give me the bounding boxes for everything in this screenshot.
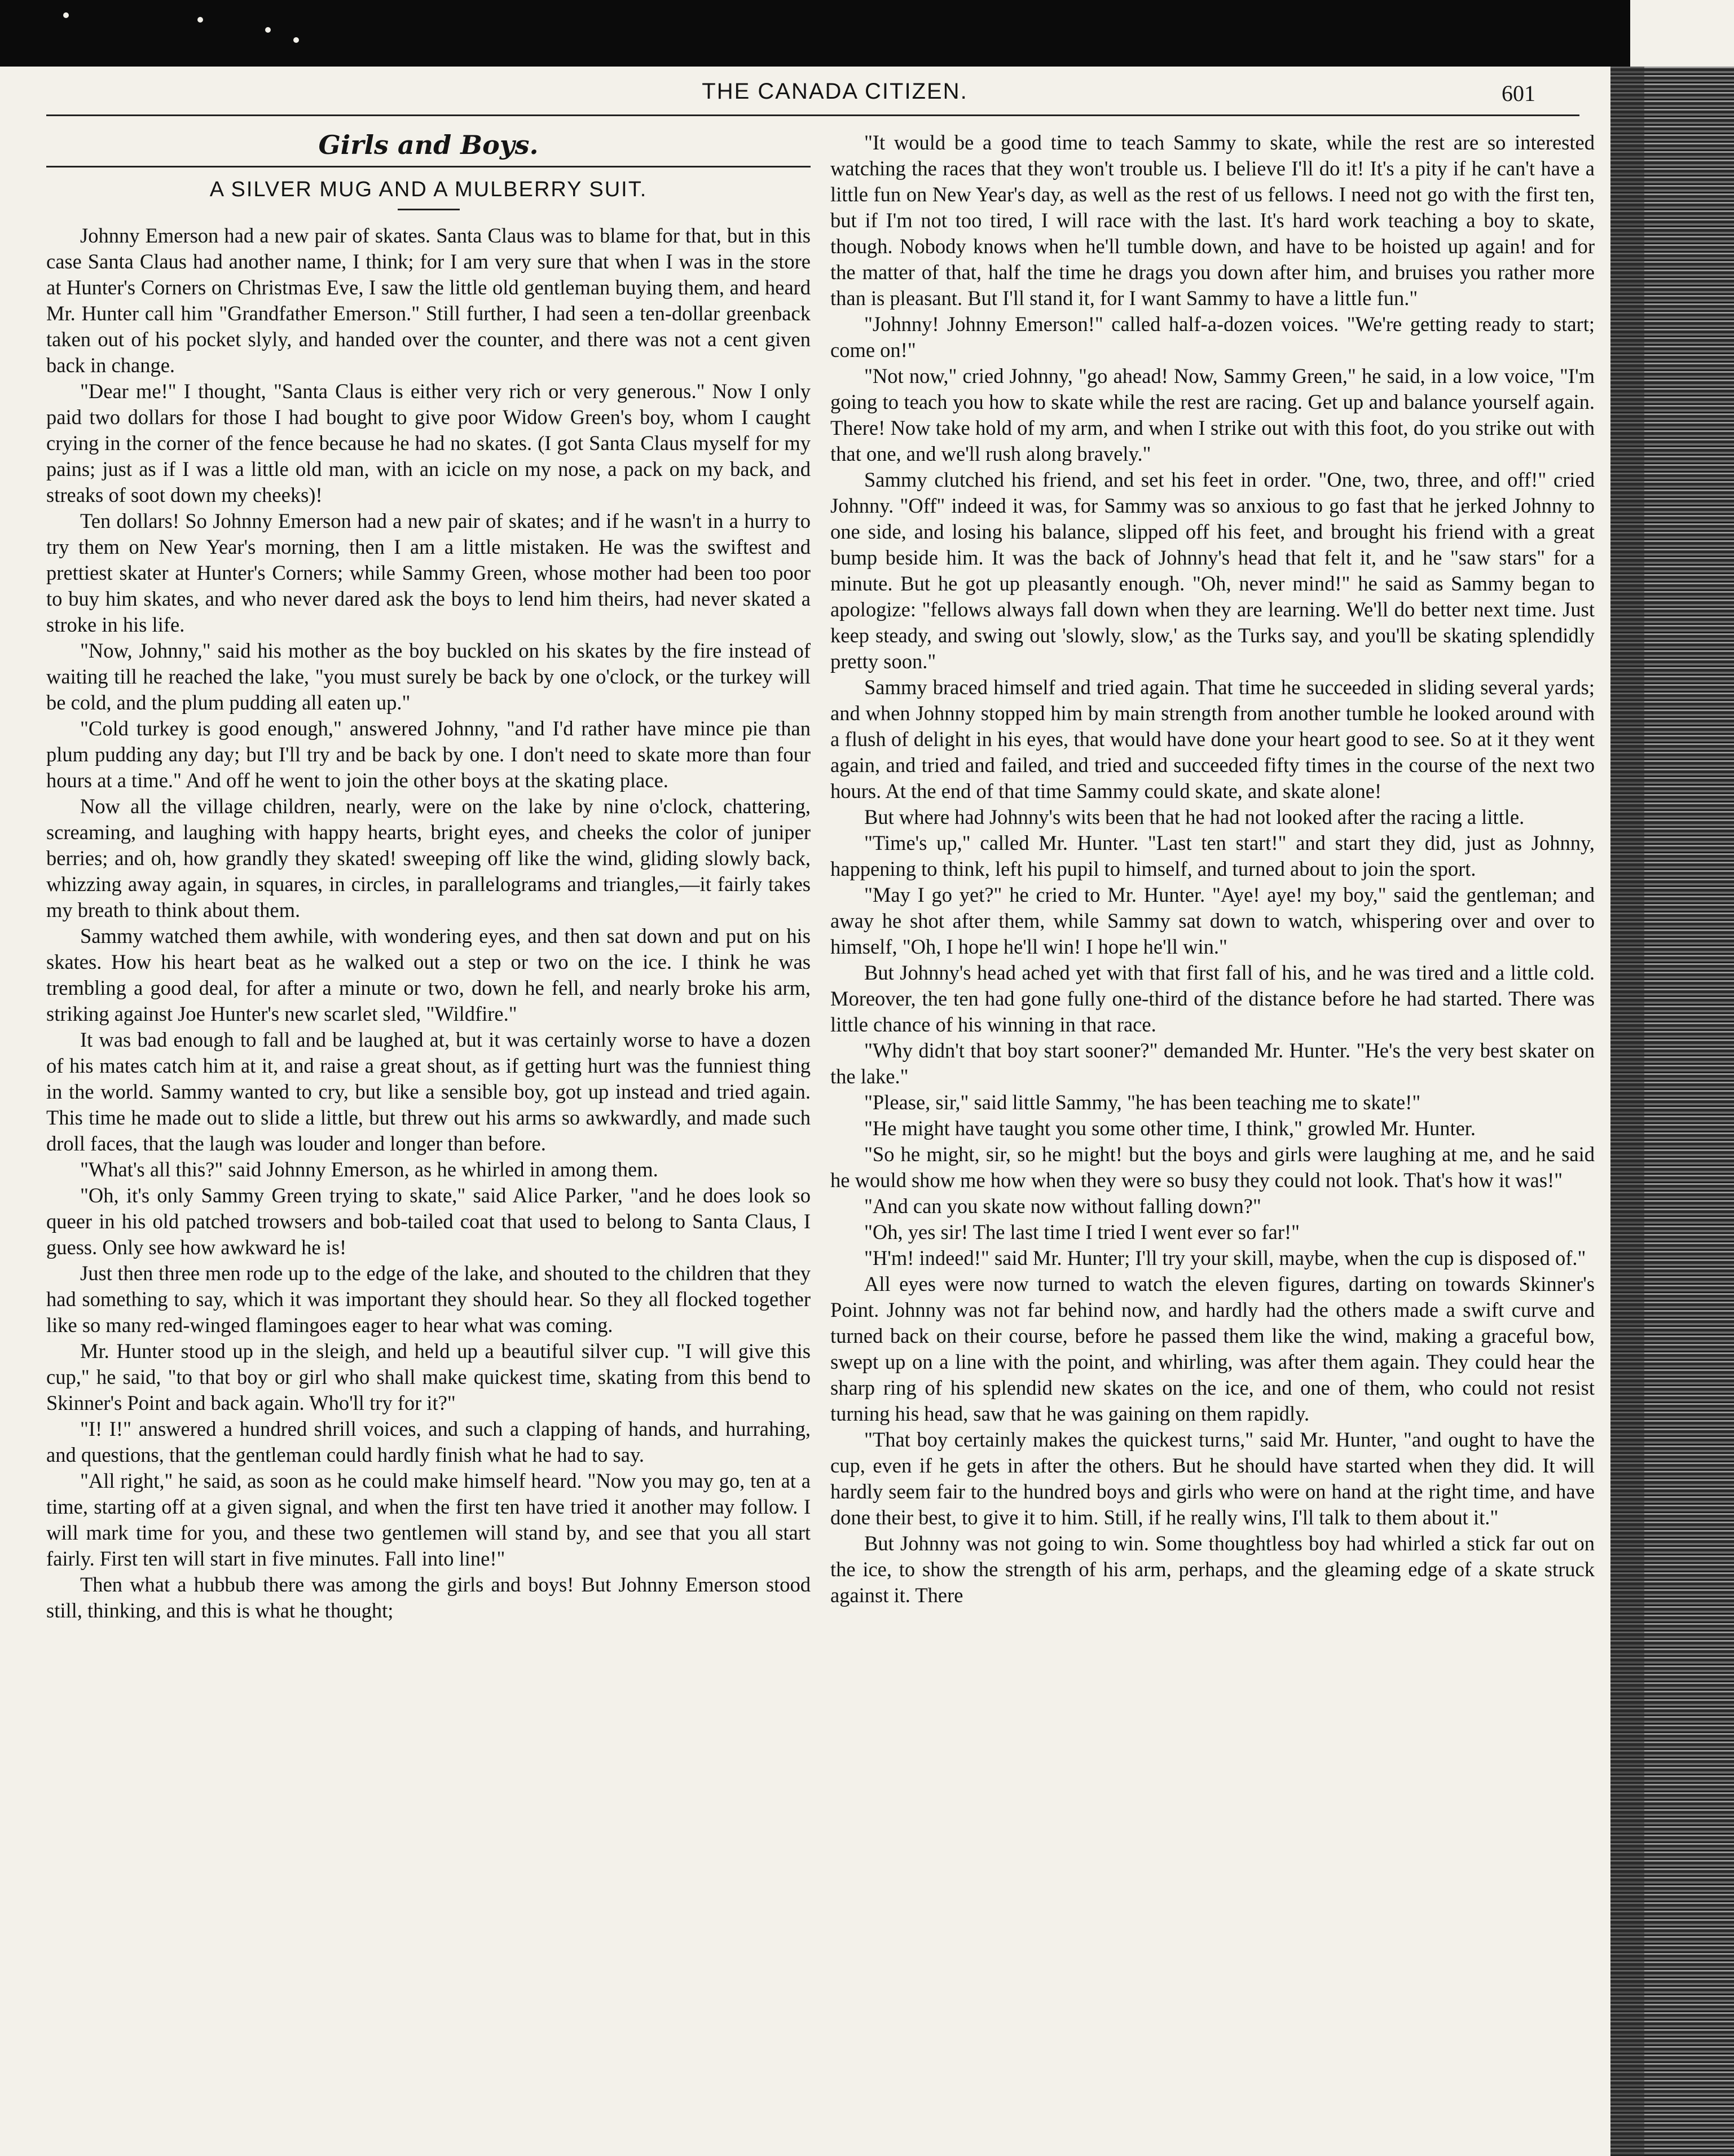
paragraph: Mr. Hunter stood up in the sleigh, and held up a beautiful silver cup. "I will give this cup," he said, "to that boy or girl who shall make quickest time, skating from this bend to Skinner's Point and back again. Who'll try for it?" <box>46 1339 811 1414</box>
paragraph: "And can you skate now without falling down?" <box>864 1194 1261 1218</box>
paragraph: Just then three men rode up to the edge of the lake, and shouted to the children that they had something to say, which it was important they should hear. So they all flocked together like so many red-winged flamingoes eager to hear what was coming. <box>46 1262 811 1337</box>
paragraph: "All right," he said, as soon as he could make himself heard. "Now you may go, ten at a time, starting off at a given signal, and when the first ten have tried it another may follow. I will mark time for you, and these two gentlemen will stand by, and see that you all start fairly. First ten will start in five minutes. Fall into line!" <box>46 1469 811 1570</box>
paragraph: "So he might, sir, so he might! but the boys and girls were laughing at me, and he said he would show me how when they were so busy they could not look. That's how it was!" <box>830 1143 1595 1192</box>
paragraph: All eyes were now turned to watch the eleven figures, darting on towards Skinner's Point. Johnny was not far behind now, and hardly had the others made a swift curve and turned back on their course, before he passed them like the wind, making a graceful bow, swept up on a line with the point, and whirling, was after them again. They could hear the sharp ring of his splendid new skates on the ice, and one of them, who could not resist turning his head, saw that he was gaining on them rapidly. <box>830 1272 1595 1425</box>
scan-binding-shadow <box>1610 67 1644 2156</box>
paragraph: But Johnny was not going to win. Some thoughtless boy had whirled a stick far out on the ice, to show the strength of his arm, perhaps, and the gleaming edge of a skate struck against it. There <box>830 1532 1595 1607</box>
scan-speck <box>197 17 203 23</box>
paragraph: "Dear me!" I thought, "Santa Claus is either very rich or very generous." Now I only paid two dollars for those I had bought to give poor Widow Green's boy, whom I caught crying in the corner of the fence because he had no skates. (I got Santa Claus myself for my pains; just as if I was a little old man, with an icicle on my nose, a pack on my back, and streaks of soot down my cheeks)! <box>46 380 811 506</box>
scan-speck <box>63 12 69 18</box>
scan-speck <box>293 37 299 43</box>
paragraph: "I! I!" answered a hundred shrill voices, and such a clapping of hands, and hurrahing, and questions, that the gentleman could hardly finish what he had to say. <box>46 1417 811 1466</box>
paragraph: Johnny Emerson had a new pair of skates. Santa Claus was to blame for that, but in this case Santa Claus had another name, I think; for I am very sure that when I was in the store at Hunter's Corners on Christmas Eve, I saw the little old gentleman buying them, and heard Mr. Hunter call him "Grandfather Emerson." Still further, I had seen a ten-dollar greenback taken out of his pocket slyly, and handed over the counter, and there was not a cent given back in change. <box>46 224 811 377</box>
paragraph: "H'm! indeed!" said Mr. Hunter; I'll try your skill, maybe, when the cup is disposed of." <box>864 1246 1586 1269</box>
publication-title: THE CANADA CITIZEN. <box>702 79 968 104</box>
title-rule <box>398 209 460 210</box>
paragraph: It was bad enough to fall and be laughed at, but it was certainly worse to have a dozen of his mates catch him at it, and raise a great shout, as if getting hurt was the funniest thing in the world. Sammy wanted to cry, but like a sensible boy, got up instead and tried again. This time he made out to slide a little, but threw out his arms so awkwardly, and made such droll faces, that the laugh was louder and longer than before. <box>46 1028 811 1155</box>
paragraph: "Not now," cried Johnny, "go ahead! Now, Sammy Green," he said, in a low voice, "I'm going to teach you how to skate while the rest are racing. Get up and balance yourself again. There! Now take hold of my arm, and when I strike out with this foot, do you strike out with that one, and we'll rush along bravely." <box>830 364 1595 465</box>
paragraph: Then what a hubbub there was among the girls and boys! But Johnny Emerson stood still, thinking, and this is what he thought; <box>46 1573 811 1622</box>
paragraph: "Oh, it's only Sammy Green trying to skate," said Alice Parker, "and he does look so queer in his old patched trowsers and bob-tailed coat that used to belong to Santa Claus, I guess. Only see how awkward he is! <box>46 1184 811 1259</box>
paragraph: "Cold turkey is good enough," answered Johnny, "and I'd rather have mince pie than plum pudding any day; but I'll try and be back by one. I don't need to skate more than four hours at a time." And off he went to join the other boys at the skating place. <box>46 717 811 792</box>
left-column <box>46 130 811 2104</box>
right-column <box>830 130 1595 2104</box>
paragraph: Sammy braced himself and tried again. That time he succeeded in sliding several yards; and when Johnny stopped him by main strength from another tumble he looked around with a flush of delight in his eyes, that would have done your heart good to see. So at it they went again, and tried and failed, and tried and succeeded fifty times in the course of the next two hours. At the end of that time Sammy could skate, and skate alone! <box>830 676 1595 803</box>
paragraph: "It would be a good time to teach Sammy to skate, while the rest are so interested watching the races that they won't trouble us. I believe I'll do it! It's a pity if he can't have a little fun on New Year's day, as well as the rest of us fellows. I need not go with the first ten, but if I'm not too tired, I will race with the last. It's hard work teaching a boy to skate, though. Nobody knows when he'll tumble down, and have to be hoisted up again! and for the matter of that, half the time he drags you down after him, and bruises you rather more than is pleasant. But I'll stand it, for I want Sammy to have a little fun." <box>830 131 1595 310</box>
section-heading: Girls and Boys. <box>318 130 539 160</box>
story-title: A SILVER MUG AND A MULBERRY SUIT. <box>209 178 648 201</box>
scan-top-border <box>0 0 1630 67</box>
paragraph: But where had Johnny's wits been that he had not looked after the racing a little. <box>864 805 1525 828</box>
scan-speck <box>265 27 271 33</box>
paragraph: "May I go yet?" he cried to Mr. Hunter. "Aye! aye! my boy," said the gentleman; and away he shot after them, while Sammy sat down to watch, whispering over and over to himself, "Oh, I hope he'll win! I hope he'll win." <box>830 883 1595 958</box>
header-rule <box>46 114 1579 116</box>
paragraph: "Johnny! Johnny Emerson!" called half-a-dozen voices. "We're getting ready to start; come on!" <box>830 312 1595 361</box>
paragraph: "What's all this?" said Johnny Emerson, as he whirled in among them. <box>80 1158 658 1181</box>
paragraph: But Johnny's head ached yet with that first fall of his, and he was tired and a little cold. Moreover, the ten had gone fully one-third of the distance before he had started. There was little chance of his winning in that race. <box>830 961 1595 1036</box>
paragraph: Sammy clutched his friend, and set his feet in order. "One, two, three, and off!" cried Johnny. "Off" indeed it was, for Sammy was so anxious to go fast that he jerked Johnny to one side, and losing his balance, slipped off his feet, and brought his friend with a great bump beside him. It was the back of Johnny's head that felt it, and he "saw stars" for a minute. But he got up pleasantly enough. "Oh, never mind!" he said as Sammy began to apologize: "fellows always fall down when they are learning. We'll do better next time. Just keep steady, and swing out 'slowly, slow,' as the Turks say, and you'll be skating splendidly pretty soon." <box>830 468 1595 673</box>
page-number: 601 <box>1502 81 1535 106</box>
section-rule <box>46 166 811 167</box>
page-header <box>0 79 1579 113</box>
paragraph: Now all the village children, nearly, were on the lake by nine o'clock, chattering, screaming, and laughing with happy hearts, bright eyes, and cheeks the color of juniper berries; and oh, how grandly they skated! sweeping off like the wind, gliding slowly back, whizzing away again, in squares, in circles, in parallelograms and triangles,—it fairly takes my breath to think about them. <box>46 795 811 922</box>
paragraph: Ten dollars! So Johnny Emerson had a new pair of skates; and if he wasn't in a hurry to try them on New Year's morning, then I am a little mistaken. He was the swiftest and prettiest skater at Hunter's Corners; while Sammy Green, whose mother had been too poor to buy him skates, and who never dared ask the boys to lend him theirs, had never skated a stroke in his life. <box>46 509 811 636</box>
paragraph: Sammy watched them awhile, with wondering eyes, and then sat down and put on his skates. How his heart beat as he walked out a step or two on the ice. I think he was trembling a good deal, for after a minute or two, down he fell, and nearly broke his arm, striking against Joe Hunter's new scarlet sled, "Wildfire." <box>46 924 811 1025</box>
paragraph: "Why didn't that boy start sooner?" demanded Mr. Hunter. "He's the very best skater on the lake." <box>830 1039 1595 1088</box>
paragraph: "He might have taught you some other time, I think," growled Mr. Hunter. <box>864 1117 1476 1140</box>
paragraph: "Time's up," called Mr. Hunter. "Last ten start!" and start they did, just as Johnny, happening to think, left his pupil to himself, and turned about to join the sport. <box>830 831 1595 880</box>
paragraph: "That boy certainly makes the quickest turns," said Mr. Hunter, "and ought to have the cup, even if he gets in after the others. But he should have started when they did. It will hardly seem fair to the hundred boys and girls who were on hand at the right time, and have done their best, to give it to him. Still, if he really wins, I'll talk to them about it." <box>830 1428 1595 1529</box>
paragraph: "Please, sir," said little Sammy, "he has been teaching me to skate!" <box>864 1091 1421 1114</box>
paragraph: "Now, Johnny," said his mother as the boy buckled on his skates by the fire instead of waiting till he reached the lake, "you must surely be back by one o'clock, or the turkey will be cold, and the plum pudding all eaten up." <box>46 639 811 714</box>
paragraph: "Oh, yes sir! The last time I tried I went ever so far!" <box>864 1220 1300 1244</box>
